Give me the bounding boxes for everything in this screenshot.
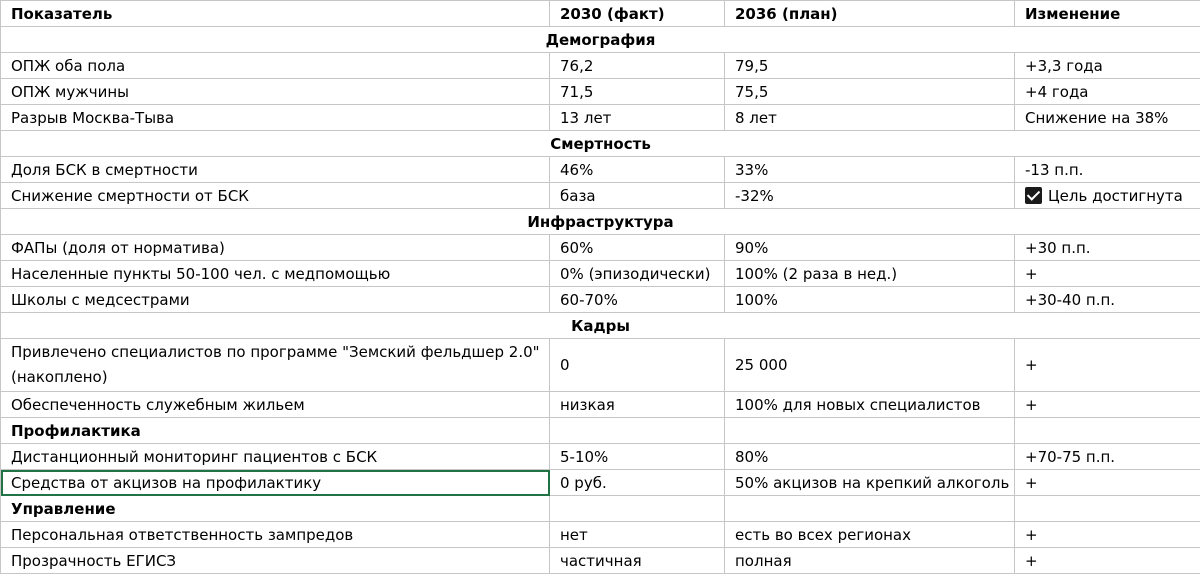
table-cell[interactable]: Обеспеченность служебным жильем: [1, 392, 550, 418]
table-cell[interactable]: 60-70%: [550, 287, 725, 313]
table-row: [1, 392, 1200, 418]
table-row: [1, 339, 1200, 392]
table-row: [1, 287, 1200, 313]
table-cell[interactable]: Снижение на 38%: [1015, 105, 1200, 131]
group-row: [1, 418, 1200, 444]
table-cell[interactable]: +30-40 п.п.: [1015, 287, 1200, 313]
table-body: [1, 27, 1200, 574]
table-cell[interactable]: 33%: [725, 157, 1015, 183]
table-row: [1, 548, 1200, 574]
empty-cell[interactable]: [1015, 496, 1200, 522]
table-cell[interactable]: 0: [550, 339, 725, 392]
table-cell[interactable]: Доля БСК в смертности: [1, 157, 550, 183]
table-cell[interactable]: +: [1015, 339, 1200, 392]
table-cell[interactable]: 13 лет: [550, 105, 725, 131]
table-cell[interactable]: 0 руб.: [550, 470, 725, 496]
table-cell[interactable]: 90%: [725, 235, 1015, 261]
table-cell[interactable]: 79,5: [725, 53, 1015, 79]
table-cell[interactable]: Снижение смертности от БСК: [1, 183, 550, 209]
table-row: [1, 522, 1200, 548]
empty-cell[interactable]: [725, 418, 1015, 444]
section-row: [1, 131, 1200, 157]
table-row: [1, 53, 1200, 79]
section-title[interactable]: Демография: [1, 27, 1200, 53]
table-cell[interactable]: +4 года: [1015, 79, 1200, 105]
table-row: [1, 157, 1200, 183]
table-cell[interactable]: Школы с медсестрами: [1, 287, 550, 313]
table-row: [1, 183, 1200, 209]
table-cell[interactable]: нет: [550, 522, 725, 548]
table-cell[interactable]: +: [1015, 261, 1200, 287]
table-cell[interactable]: +30 п.п.: [1015, 235, 1200, 261]
section-title[interactable]: Кадры: [1, 313, 1200, 339]
table-cell[interactable]: 8 лет: [725, 105, 1015, 131]
table-cell[interactable]: Персональная ответственность зампредов: [1, 522, 550, 548]
table-cell[interactable]: -13 п.п.: [1015, 157, 1200, 183]
table-cell[interactable]: ОПЖ оба пола: [1, 53, 550, 79]
header-cell[interactable]: 2030 (факт): [550, 1, 725, 27]
table-cell[interactable]: Привлечено специалистов по программе "Земский фельдшер 2.0" (накоплено): [1, 339, 550, 392]
table-cell[interactable]: 25 000: [725, 339, 1015, 392]
table-cell[interactable]: низкая: [550, 392, 725, 418]
empty-cell[interactable]: [550, 418, 725, 444]
table-cell[interactable]: полная: [725, 548, 1015, 574]
cell-text: Цель достигнута: [1048, 187, 1183, 205]
table-row: [1, 470, 1200, 496]
table-cell[interactable]: 46%: [550, 157, 725, 183]
table-cell[interactable]: -32%: [725, 183, 1015, 209]
table-cell[interactable]: 5-10%: [550, 444, 725, 470]
table-cell[interactable]: ФАПы (доля от норматива): [1, 235, 550, 261]
section-title[interactable]: Инфраструктура: [1, 209, 1200, 235]
header-cell[interactable]: 2036 (план): [725, 1, 1015, 27]
table-cell[interactable]: база: [550, 183, 725, 209]
table-cell[interactable]: +: [1015, 392, 1200, 418]
empty-cell[interactable]: [550, 496, 725, 522]
table-row: [1, 235, 1200, 261]
table-cell[interactable]: +: [1015, 470, 1200, 496]
table-cell[interactable]: [1015, 183, 1200, 209]
section-row: [1, 27, 1200, 53]
table-cell[interactable]: Разрыв Москва-Тыва: [1, 105, 550, 131]
table-cell[interactable]: Населенные пункты 50-100 чел. с медпомощью: [1, 261, 550, 287]
group-title[interactable]: Управление: [1, 496, 550, 522]
section-row: [1, 209, 1200, 235]
header-cell[interactable]: Показатель: [1, 1, 550, 27]
table-cell[interactable]: +: [1015, 548, 1200, 574]
table-cell[interactable]: 50% акцизов на крепкий алкоголь: [725, 470, 1015, 496]
check-mark-icon: [1025, 187, 1042, 204]
table-cell[interactable]: Прозрачность ЕГИСЗ: [1, 548, 550, 574]
header-cell[interactable]: Изменение: [1015, 1, 1200, 27]
table-cell[interactable]: 0% (эпизодически): [550, 261, 725, 287]
table-cell[interactable]: 75,5: [725, 79, 1015, 105]
table-row: [1, 79, 1200, 105]
table-cell[interactable]: Дистанционный мониторинг пациентов с БСК: [1, 444, 550, 470]
table-cell[interactable]: +3,3 года: [1015, 53, 1200, 79]
table-cell[interactable]: есть во всех регионах: [725, 522, 1015, 548]
table-row: [1, 444, 1200, 470]
table-cell[interactable]: +: [1015, 522, 1200, 548]
table-cell[interactable]: 71,5: [550, 79, 725, 105]
header-row: [1, 1, 1200, 27]
empty-cell[interactable]: [1015, 418, 1200, 444]
table-cell[interactable]: 100% (2 раза в нед.): [725, 261, 1015, 287]
empty-cell[interactable]: [725, 496, 1015, 522]
section-row: [1, 313, 1200, 339]
table-row: [1, 105, 1200, 131]
section-title[interactable]: Смертность: [1, 131, 1200, 157]
table-cell[interactable]: Средства от акцизов на профилактику: [1, 470, 550, 496]
table-cell[interactable]: 100% для новых специалистов: [725, 392, 1015, 418]
table-cell[interactable]: 100%: [725, 287, 1015, 313]
table-row: [1, 261, 1200, 287]
table-cell[interactable]: 80%: [725, 444, 1015, 470]
group-title[interactable]: Профилактика: [1, 418, 550, 444]
table-cell[interactable]: ОПЖ мужчины: [1, 79, 550, 105]
table-cell[interactable]: 60%: [550, 235, 725, 261]
group-row: [1, 496, 1200, 522]
table-cell[interactable]: 76,2: [550, 53, 725, 79]
table-cell[interactable]: частичная: [550, 548, 725, 574]
table-cell[interactable]: +70-75 п.п.: [1015, 444, 1200, 470]
